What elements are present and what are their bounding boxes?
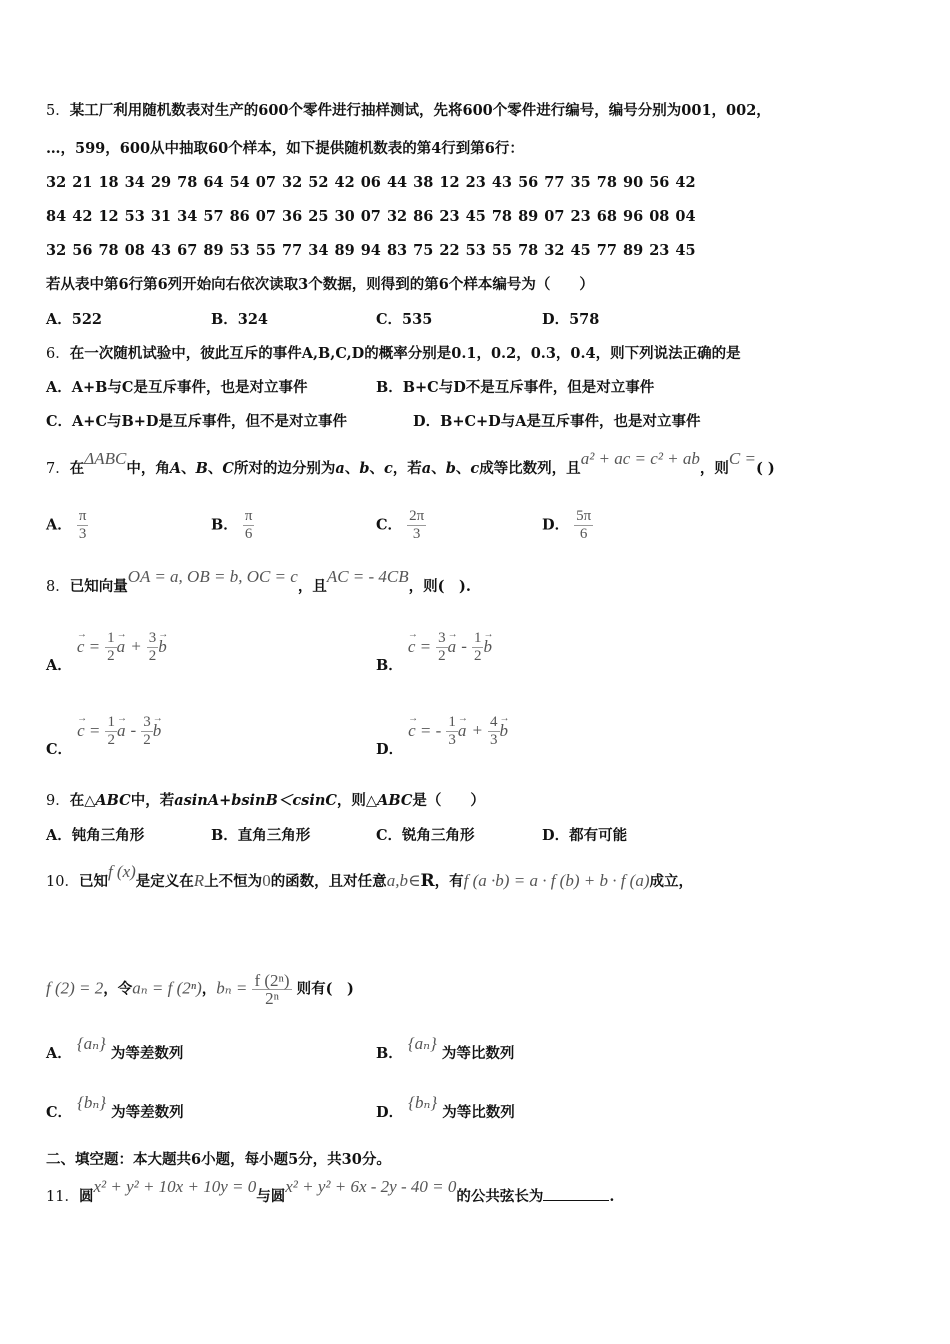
q7-option-b: B． $\frac{\pi}{6}$ [211, 508, 253, 542]
q6-option-b: B．B+C与D不是互斥事件，但是对立事件 [376, 379, 655, 396]
q5-line1: 5．某工厂利用随机数表对生产的600个零件进行抽样测试，先将600个零件进行编号，编号分别为001，002， [46, 102, 771, 119]
q5-option-d: D．578 [542, 311, 600, 328]
q6-option-c: C．A+C与B+D是互斥事件，但不是对立事件 [46, 413, 347, 430]
q5-option-c: C．535 [376, 311, 433, 328]
q7-option-a: A． $\frac{\pi}{3}$ [46, 508, 87, 542]
q5-line2: …，599，600从中抽取60个样本，如下提供随机数表的第4行到第6行： [46, 140, 524, 157]
q10-stem: 10．已知f (x)是定义在R上不恒为0的函数，且对任意a,b∈R，有f (a ·b) = a · f (b) + b · f (a)成立， [46, 862, 694, 891]
random-table-row-6: 32 56 78 08 43 67 89 53 55 77 34 89 94 83 75 22 53 55 78 32 45 77 89 23 45 [46, 242, 696, 259]
q10-option-b: B． {aₙ} 为等比数列 [376, 1034, 515, 1062]
q8-option-a: A． → c = $\frac{1}{2}$ → a + $\frac{3}{2}$ → b [46, 630, 167, 665]
random-table-row-4: 32 21 18 34 29 78 64 54 07 32 52 42 06 44 38 12 23 43 56 77 35 78 90 56 42 [46, 174, 696, 191]
q5-question: 若从表中第6行第6列开始向右依次读取3个数据，则得到的第6个样本编号为（ ） [46, 276, 594, 293]
q9-option-b: B．直角三角形 [211, 827, 311, 844]
q8-option-b: B． → c = $\frac{3}{2}$ → a - $\frac{1}{2}$ → b [376, 630, 492, 665]
q6-stem: 6．在一次随机试验中，彼此互斥的事件A,B,C,D的概率分别是0.1，0.2，0.3，0.4，则下列说法正确的是 [46, 345, 741, 362]
q7-option-d: D． $\frac{5\pi}{6}$ [542, 508, 592, 542]
q9-option-c: C．锐角三角形 [376, 827, 475, 844]
answer-blank [543, 1186, 609, 1201]
q6-option-d: D．B+C+D与A是互斥事件，也是对立事件 [413, 413, 701, 430]
q8-option-c: C． → c = $\frac{1}{2}$ → a - $\frac{3}{2}$ → b [46, 714, 161, 749]
q5-option-b: B．324 [211, 311, 269, 328]
q10-definitions: f (2) = 2，令aₙ = f (2ⁿ)，bₙ = $\frac{\text{f (2ⁿ)}}{\text{2ⁿ}}$ 则有( ) [46, 971, 354, 1008]
q6-option-a: A．A+B与C是互斥事件，也是对立事件 [46, 379, 308, 396]
q11-stem: 11．圆x² + y² + 10x + 10y = 0与圆x² + y² + 6x - 2y - 40 = 0的公共弦长为 . [46, 1177, 615, 1205]
q8-option-d: D． → c = - $\frac{1}{3}$ → a + $\frac{4}{3}$ → b [376, 714, 508, 749]
random-table-row-5: 84 42 12 53 31 34 57 86 07 36 25 30 07 32 86 23 45 78 89 07 23 68 96 08 04 [46, 208, 696, 225]
q8-stem: 8．已知向量OA = a, OB = b, OC = c，且AC = - 4CB，则( ). [46, 567, 471, 595]
q10-option-a: A． {aₙ} 为等差数列 [46, 1034, 184, 1062]
q10-option-c: C． {bₙ} 为等差数列 [46, 1093, 184, 1121]
q9-option-a: A．钝角三角形 [46, 827, 145, 844]
section-2-heading: 二、填空题：本大题共6小题，每小题5分，共30分。 [46, 1151, 391, 1168]
q7-stem: 7．在ΔABC中，角A、B、C所对的边分别为a、b、c，若a、b、c成等比数列，且a² + ac = c² + ab，则C =( ) [46, 449, 775, 477]
q7-option-c: C． $\frac{2\pi}{3}$ [376, 508, 425, 542]
q5-option-a: A．522 [46, 311, 103, 328]
q9-option-d: D．都有可能 [542, 827, 628, 844]
q10-option-d: D． {bₙ} 为等比数列 [376, 1093, 515, 1121]
q9-stem: 9．在△ABC中，若asinA+bsinB＜csinC，则△ABC是（ ） [46, 792, 485, 809]
